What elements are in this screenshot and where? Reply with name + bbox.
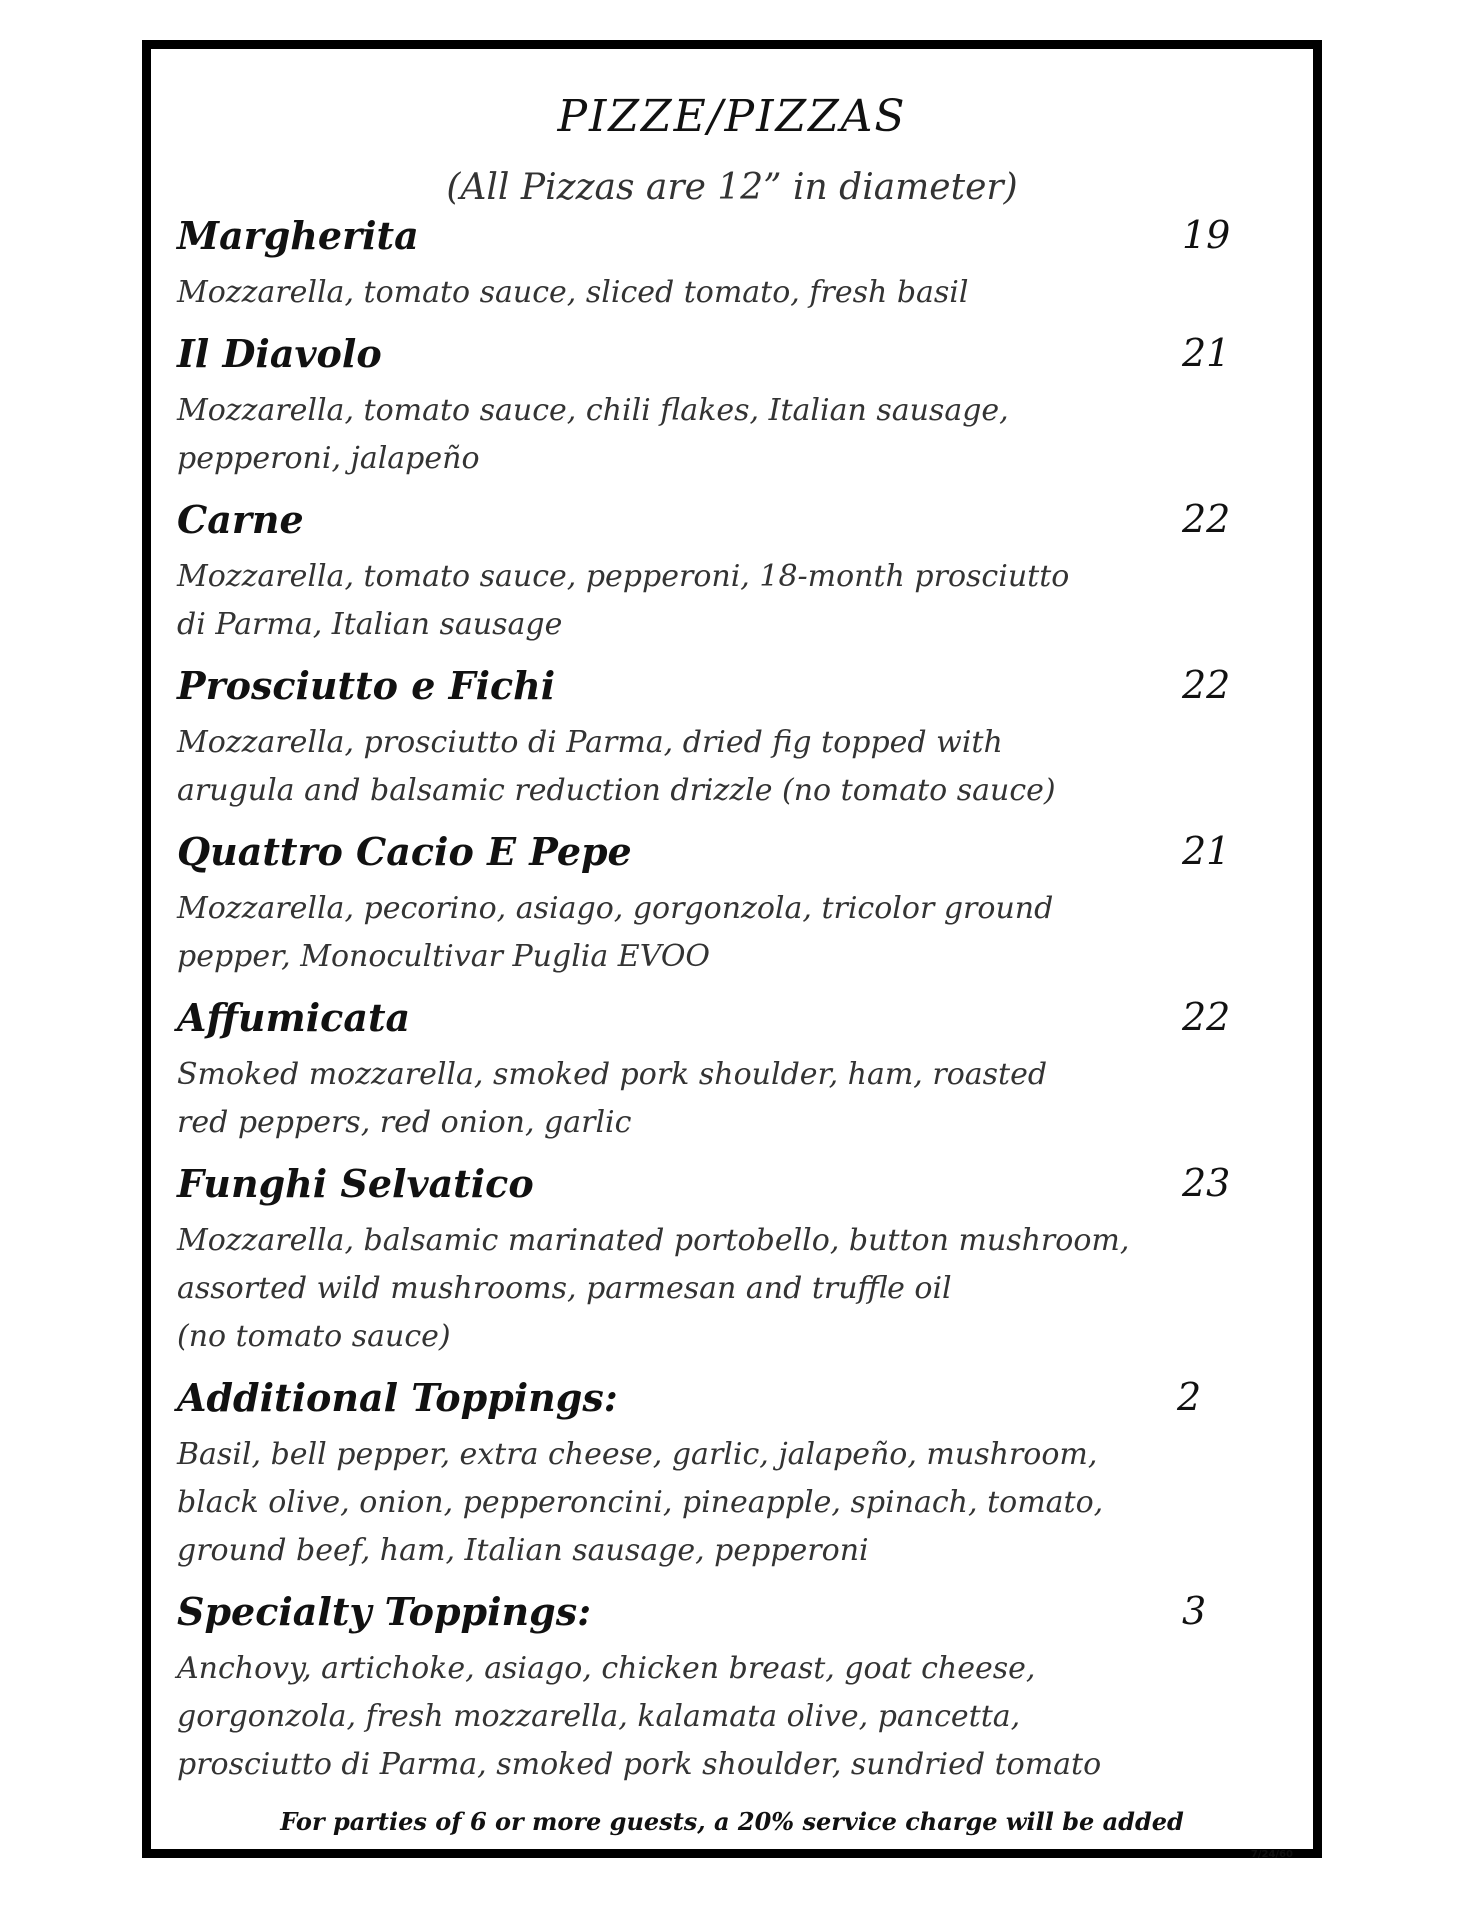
item-description: Mozzarella, tomato sauce, chili flakes, Italian sausage, pepperoni, jalapeño — [177, 393, 1009, 476]
item-price: 2 — [1177, 1375, 1202, 1419]
item-description: Basil, bell pepper, extra cheese, garlic, jalapeño, mushroom, black olive, onion, pepperoncini, pineapple, spinach, tomato, ground beef, ham, Italian sausage, pepperoni — [177, 1437, 1104, 1568]
item-name: Funghi Selvatico — [177, 1161, 534, 1206]
item-name: Affumicata — [177, 995, 411, 1040]
menu-item-carne — [177, 493, 1287, 649]
item-description: Mozzarella, prosciutto di Parma, dried fig topped with arugula and balsamic reduction drizzle (no tomato sauce) — [177, 725, 1056, 808]
menu-items — [177, 209, 1287, 1799]
item-price: 23 — [1182, 1161, 1231, 1205]
menu-item-specialty-toppings — [177, 1585, 1287, 1789]
item-price: 22 — [1182, 663, 1231, 707]
item-name: Additional Toppings: — [177, 1375, 618, 1420]
item-description: Mozzarella, balsamic marinated portobello, button mushroom, assorted wild mushrooms, parmesan and truffle oil (no tomato sauce) — [177, 1223, 1130, 1354]
item-name: Il Diavolo — [177, 331, 382, 376]
item-description: Mozzarella, pecorino, asiago, gorgonzola, tricolor ground pepper, Monocultivar Puglia EVOO — [177, 891, 1054, 974]
menu-item-margherita — [177, 209, 1287, 317]
item-name: Prosciutto e Fichi — [177, 663, 556, 708]
item-price: 21 — [1182, 331, 1231, 375]
menu-item-affumicata — [177, 991, 1287, 1147]
service-charge-note: For parties of 6 or more guests, a 20% service charge will be added — [280, 1807, 1184, 1836]
menu-item-prosciutto-e-fichi — [177, 659, 1287, 815]
item-price: 22 — [1182, 497, 1231, 541]
item-name: Specialty Toppings: — [177, 1589, 592, 1634]
item-description: Mozzarella, tomato sauce, sliced tomato, fresh basil — [177, 275, 969, 310]
item-price: 21 — [1182, 829, 1231, 873]
menu-title: PIZZE/PIZZAS — [557, 91, 907, 142]
item-price: 22 — [1182, 995, 1231, 1039]
menu-border — [142, 40, 1322, 1858]
date-code: 7/24/60 — [1250, 1849, 1293, 1860]
item-name: Carne — [177, 497, 304, 542]
menu-item-quattro-cacio-e-pepe — [177, 825, 1287, 981]
menu-subtitle: (All Pizzas are 12” in diameter) — [446, 167, 1018, 208]
menu-item-funghi-selvatico — [177, 1157, 1287, 1361]
item-price: 19 — [1182, 213, 1231, 257]
item-description: Mozzarella, tomato sauce, pepperoni, 18-month prosciutto di Parma, Italian sausage — [177, 559, 1070, 642]
item-description: Smoked mozzarella, smoked pork shoulder, ham, roasted red peppers, red onion, garlic — [177, 1057, 1048, 1140]
item-name: Margherita — [177, 213, 419, 258]
item-name: Quattro Cacio E Pepe — [177, 829, 632, 874]
menu-item-additional-toppings — [177, 1371, 1287, 1575]
item-price: 3 — [1182, 1589, 1207, 1633]
item-description: Anchovy, artichoke, asiago, chicken breast, goat cheese, gorgonzola, fresh mozzarella, kalamata olive, pancetta, prosciutto di Parma, smoked pork shoulder, sundried tomato — [177, 1651, 1102, 1782]
menu-item-il-diavolo — [177, 327, 1287, 483]
